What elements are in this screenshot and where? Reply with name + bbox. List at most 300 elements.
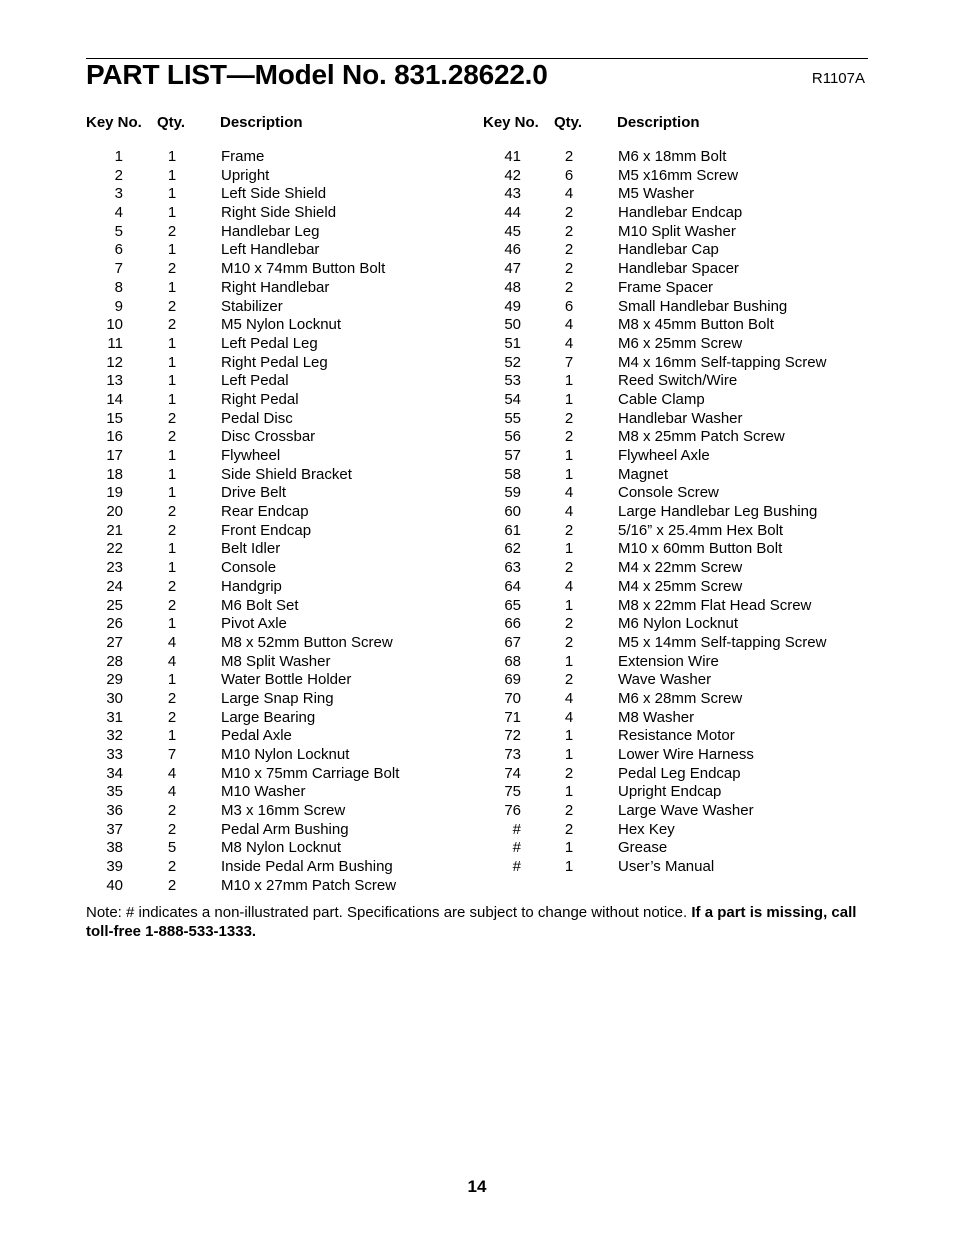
left-header-qty: Qty.: [157, 114, 186, 131]
key-number: 38: [106, 839, 123, 857]
parts-row: [0, 391, 470, 410]
quantity: 2: [167, 428, 177, 446]
key-number: 48: [504, 278, 521, 296]
quantity: 2: [564, 428, 574, 446]
key-number: 9: [114, 297, 123, 315]
quantity: 2: [564, 521, 574, 539]
description: M4 x 16mm Self-tapping Screw: [618, 353, 827, 371]
key-number: 61: [504, 521, 521, 539]
parts-row: [0, 877, 470, 896]
quantity: 1: [564, 727, 574, 745]
quantity: 1: [167, 166, 177, 184]
key-number: 8: [114, 278, 123, 296]
quantity: 4: [564, 484, 574, 502]
key-number: 3: [114, 185, 123, 203]
parts-row: [0, 204, 470, 223]
key-number: 16: [106, 428, 123, 446]
key-number: 1: [114, 148, 123, 165]
parts-row: [470, 653, 910, 672]
quantity: 1: [564, 465, 574, 483]
description: M6 Bolt Set: [221, 596, 299, 614]
parts-row: [0, 185, 470, 204]
description: Magnet: [618, 465, 669, 483]
description: Pivot Axle: [221, 615, 287, 633]
quantity: 5: [167, 839, 177, 857]
key-number: 46: [504, 241, 521, 259]
key-number: 55: [504, 409, 521, 427]
description: M10 x 74mm Button Bolt: [221, 260, 386, 278]
quantity: 2: [167, 708, 177, 726]
parts-row: [470, 727, 910, 746]
quantity: 2: [167, 316, 177, 334]
quantity: 2: [167, 577, 177, 595]
parts-row: [0, 671, 470, 690]
quantity: 2: [167, 297, 177, 315]
description: Right Pedal Leg: [221, 353, 328, 371]
parts-row: [0, 858, 470, 877]
parts-row: [0, 447, 470, 466]
parts-row: [470, 204, 910, 223]
parts-row: [0, 484, 470, 503]
parts-row: [470, 597, 910, 616]
quantity: 1: [167, 353, 177, 371]
parts-row: [470, 223, 910, 242]
parts-row: [0, 802, 470, 821]
parts-row: [470, 671, 910, 690]
parts-row: [0, 540, 470, 559]
description: M8 x 52mm Button Screw: [221, 633, 393, 651]
key-number: 28: [106, 652, 123, 670]
quantity: 1: [167, 671, 177, 689]
parts-row: [470, 615, 910, 634]
parts-row: [470, 167, 910, 186]
quantity: 1: [167, 372, 177, 390]
description: Large Bearing: [221, 708, 316, 726]
key-number: 13: [106, 372, 123, 390]
key-number: 31: [106, 708, 123, 726]
parts-row: [0, 503, 470, 522]
quantity: 4: [167, 783, 177, 801]
description: Drive Belt: [221, 484, 287, 502]
quantity: 1: [564, 596, 574, 614]
quantity: 2: [564, 802, 574, 820]
key-number: 76: [504, 802, 521, 820]
parts-row: [0, 167, 470, 186]
quantity: 1: [564, 652, 574, 670]
quantity: 4: [564, 577, 574, 595]
quantity: 2: [167, 802, 177, 820]
description: Right Side Shield: [221, 204, 337, 222]
quantity: 2: [564, 204, 574, 222]
parts-row: [470, 335, 910, 354]
parts-row: [470, 503, 910, 522]
key-number: 62: [504, 540, 521, 558]
quantity: 2: [564, 241, 574, 259]
quantity: 1: [167, 334, 177, 352]
parts-row: [0, 354, 470, 373]
description: Belt Idler: [221, 540, 281, 558]
key-number: 75: [504, 783, 521, 801]
description: M4 x 25mm Screw: [618, 577, 743, 595]
parts-row: [470, 410, 910, 429]
key-number: 70: [504, 689, 521, 707]
quantity: 2: [564, 671, 574, 689]
parts-row: [0, 765, 470, 784]
key-number: 43: [504, 185, 521, 203]
key-number: 32: [106, 727, 123, 745]
description: M5 x 14mm Self-tapping Screw: [618, 633, 827, 651]
left-header-description: Description: [220, 114, 303, 131]
key-number: 58: [504, 465, 521, 483]
quantity: 2: [564, 222, 574, 240]
quantity: 1: [167, 465, 177, 483]
key-number: 51: [504, 334, 521, 352]
parts-row: [0, 298, 470, 317]
quantity: 1: [564, 746, 574, 763]
key-number: 45: [504, 222, 521, 240]
key-number: 42: [504, 166, 521, 184]
right-parts-column: [470, 148, 910, 877]
key-number: 34: [106, 764, 123, 782]
key-number: 56: [504, 428, 521, 446]
description: Pedal Leg Endcap: [618, 764, 741, 782]
quantity: 2: [167, 876, 177, 894]
quantity: 2: [167, 521, 177, 539]
parts-row: [470, 858, 910, 877]
quantity: 1: [167, 559, 177, 577]
description: Grease: [618, 839, 668, 857]
quantity: 4: [564, 334, 574, 352]
key-number: 60: [504, 503, 521, 521]
quantity: 2: [167, 858, 177, 876]
parts-row: [470, 559, 910, 578]
description: Handlebar Endcap: [618, 204, 743, 222]
quantity: 1: [564, 390, 574, 408]
description: Upright Endcap: [618, 783, 722, 801]
description: Left Pedal Leg: [221, 334, 318, 352]
parts-row: [470, 802, 910, 821]
description: Large Snap Ring: [221, 689, 334, 707]
parts-row: [470, 839, 910, 858]
key-number: 35: [106, 783, 123, 801]
quantity: 1: [564, 447, 574, 464]
description: Large Handlebar Leg Bushing: [618, 503, 818, 521]
key-number: 5: [114, 222, 123, 240]
quantity: 2: [167, 409, 177, 427]
quantity: 2: [167, 820, 177, 838]
description: M8 Nylon Locknut: [221, 839, 342, 857]
description: Wave Washer: [618, 671, 712, 689]
key-number: 23: [106, 559, 123, 577]
key-number: 12: [106, 353, 123, 371]
quantity: 2: [564, 764, 574, 782]
description: Console Screw: [618, 484, 719, 502]
key-number: 52: [504, 353, 521, 371]
key-number: 71: [504, 708, 521, 726]
description: Rear Endcap: [221, 503, 309, 521]
parts-row: [0, 522, 470, 541]
description: Water Bottle Holder: [221, 671, 352, 689]
quantity: 2: [167, 222, 177, 240]
parts-row: [470, 821, 910, 840]
quantity: 7: [564, 353, 574, 371]
description: M6 Nylon Locknut: [618, 615, 739, 633]
parts-row: [0, 709, 470, 728]
quantity: 1: [167, 727, 177, 745]
parts-row: [470, 279, 910, 298]
key-number: 21: [106, 521, 123, 539]
parts-row: [0, 466, 470, 485]
quantity: 1: [167, 447, 177, 464]
description: M5 Nylon Locknut: [221, 316, 342, 334]
description: Hex Key: [618, 820, 675, 838]
footnote-missing-part-contact: If a part is missing, call toll-free 1-888-533-1333.: [86, 904, 857, 940]
quantity: 4: [167, 652, 177, 670]
parts-row: [470, 540, 910, 559]
key-number: 50: [504, 316, 521, 334]
quantity: 2: [564, 409, 574, 427]
parts-row: [470, 354, 910, 373]
quantity: 2: [564, 615, 574, 633]
description: Large Wave Washer: [618, 802, 754, 820]
key-number: 24: [106, 577, 123, 595]
description: M8 Washer: [618, 708, 695, 726]
description: M10 Split Washer: [618, 222, 736, 240]
description: Side Shield Bracket: [221, 465, 352, 483]
quantity: 2: [564, 278, 574, 296]
parts-row: [470, 372, 910, 391]
key-number: 47: [504, 260, 521, 278]
parts-row: [0, 335, 470, 354]
quantity: 4: [564, 316, 574, 334]
description: M8 x 25mm Patch Screw: [618, 428, 785, 446]
description: Right Handlebar: [221, 278, 330, 296]
description: M10 x 60mm Button Bolt: [618, 540, 783, 558]
description: Left Handlebar: [221, 241, 320, 259]
parts-row: [470, 447, 910, 466]
quantity: 1: [564, 372, 574, 390]
description: Resistance Motor: [618, 727, 735, 745]
quantity: 6: [564, 297, 574, 315]
key-number: 37: [106, 820, 123, 838]
parts-row: [0, 839, 470, 858]
key-number: 17: [106, 447, 123, 464]
description: M8 Split Washer: [221, 652, 331, 670]
quantity: 4: [564, 689, 574, 707]
parts-row: [470, 148, 910, 167]
parts-row: [470, 466, 910, 485]
quantity: 6: [564, 166, 574, 184]
key-number: 40: [106, 876, 123, 894]
description: M10 x 27mm Patch Screw: [221, 876, 397, 894]
key-number: 15: [106, 409, 123, 427]
key-number: 36: [106, 802, 123, 820]
description: M6 x 28mm Screw: [618, 689, 743, 707]
quantity: 4: [564, 503, 574, 521]
key-number: 2: [114, 166, 123, 184]
description: M10 Washer: [221, 783, 306, 801]
key-number: 65: [504, 596, 521, 614]
quantity: 1: [167, 278, 177, 296]
left-parts-column: [0, 148, 470, 896]
description: M5 Washer: [618, 185, 695, 203]
page-number: 14: [467, 1177, 487, 1196]
key-number: 4: [114, 204, 123, 222]
parts-row: [470, 709, 910, 728]
description: Lower Wire Harness: [618, 746, 754, 763]
parts-row: [0, 821, 470, 840]
key-number: 30: [106, 689, 123, 707]
description: Disc Crossbar: [221, 428, 316, 446]
key-number: 72: [504, 727, 521, 745]
key-number: 74: [504, 764, 521, 782]
key-number: 54: [504, 390, 521, 408]
parts-row: [470, 484, 910, 503]
quantity: 2: [564, 559, 574, 577]
description: M5 x16mm Screw: [618, 166, 739, 184]
left-header-key: Key No.: [86, 114, 142, 131]
description: Extension Wire: [618, 652, 719, 670]
key-number: 69: [504, 671, 521, 689]
quantity: 1: [167, 390, 177, 408]
right-header-description: Description: [617, 114, 700, 131]
parts-row: [0, 279, 470, 298]
parts-row: [0, 372, 470, 391]
key-number: 67: [504, 633, 521, 651]
parts-row: [0, 783, 470, 802]
parts-row: [0, 559, 470, 578]
description: Front Endcap: [221, 521, 312, 539]
key-number: 64: [504, 577, 521, 595]
parts-row: [0, 428, 470, 447]
quantity: 1: [167, 484, 177, 502]
key-number: 6: [114, 241, 123, 259]
key-number: 7: [114, 260, 123, 278]
description: User’s Manual: [618, 858, 715, 876]
quantity: 4: [564, 185, 574, 203]
description: Small Handlebar Bushing: [618, 297, 788, 315]
quantity: 1: [564, 858, 574, 876]
parts-row: [470, 428, 910, 447]
parts-row: [0, 653, 470, 672]
description: 5/16” x 25.4mm Hex Bolt: [618, 521, 784, 539]
parts-row: [470, 241, 910, 260]
quantity: 2: [167, 260, 177, 278]
description: Right Pedal: [221, 390, 299, 408]
quantity: 1: [167, 204, 177, 222]
description: M6 x 25mm Screw: [618, 334, 743, 352]
quantity: 4: [167, 764, 177, 782]
quantity: 1: [167, 148, 177, 165]
parts-row: [470, 690, 910, 709]
description: Cable Clamp: [618, 390, 705, 408]
description: Pedal Arm Bushing: [221, 820, 349, 838]
description: M10 x 75mm Carriage Bolt: [221, 764, 400, 782]
description: Console: [221, 559, 277, 577]
description: Left Side Shield: [221, 185, 327, 203]
quantity: 1: [167, 540, 177, 558]
footnote-text: Note: # indicates a non-illustrated part. Specifications are subject to change without notice.: [86, 904, 692, 921]
quantity: 1: [564, 540, 574, 558]
description: M4 x 22mm Screw: [618, 559, 743, 577]
key-number: #: [512, 820, 521, 838]
parts-row: [470, 298, 910, 317]
parts-row: [0, 597, 470, 616]
key-number: 20: [106, 503, 123, 521]
description: M8 x 22mm Flat Head Screw: [618, 596, 812, 614]
parts-row: [470, 260, 910, 279]
key-number: 19: [106, 484, 123, 502]
description: Frame Spacer: [618, 278, 714, 296]
parts-row: [470, 765, 910, 784]
quantity: 2: [564, 148, 574, 165]
description: Flywheel: [221, 447, 281, 464]
quantity: 1: [167, 185, 177, 203]
quantity: 2: [167, 503, 177, 521]
key-number: 44: [504, 204, 521, 222]
key-number: 29: [106, 671, 123, 689]
key-number: 63: [504, 559, 521, 577]
parts-row: [470, 391, 910, 410]
description: M3 x 16mm Screw: [221, 802, 346, 820]
quantity: 2: [564, 633, 574, 651]
description: Upright: [221, 166, 270, 184]
parts-row: [0, 148, 470, 167]
key-number: 26: [106, 615, 123, 633]
key-number: 57: [504, 447, 521, 464]
quantity: 2: [564, 820, 574, 838]
parts-row: [0, 578, 470, 597]
description: Stabilizer: [221, 297, 283, 315]
description: Handlebar Leg: [221, 222, 320, 240]
key-number: 10: [106, 316, 123, 334]
parts-row: [0, 223, 470, 242]
parts-row: [0, 316, 470, 335]
key-number: 66: [504, 615, 521, 633]
description: Handlebar Spacer: [618, 260, 739, 278]
key-number: 41: [504, 148, 521, 165]
description: Frame: [221, 148, 265, 165]
parts-row: [0, 260, 470, 279]
parts-row: [470, 578, 910, 597]
description: Handlebar Washer: [618, 409, 743, 427]
description: M6 x 18mm Bolt: [618, 148, 727, 165]
footnote: [86, 903, 876, 941]
description: Handlebar Cap: [618, 241, 719, 259]
key-number: #: [512, 858, 521, 876]
description: Left Pedal: [221, 372, 289, 390]
parts-row: [0, 727, 470, 746]
description: Pedal Disc: [221, 409, 293, 427]
description: Handgrip: [221, 577, 282, 595]
key-number: 73: [504, 746, 521, 763]
key-number: 68: [504, 652, 521, 670]
parts-row: [0, 746, 470, 765]
parts-row: [470, 746, 910, 765]
key-number: 53: [504, 372, 521, 390]
key-number: 18: [106, 465, 123, 483]
key-number: 49: [504, 297, 521, 315]
key-number: 27: [106, 633, 123, 651]
quantity: 1: [167, 615, 177, 633]
quantity: 4: [167, 633, 177, 651]
parts-row: [0, 615, 470, 634]
key-number: 59: [504, 484, 521, 502]
document-code: R1107A: [811, 70, 865, 87]
description: M10 Nylon Locknut: [221, 746, 350, 763]
key-number: 39: [106, 858, 123, 876]
parts-row: [470, 783, 910, 802]
